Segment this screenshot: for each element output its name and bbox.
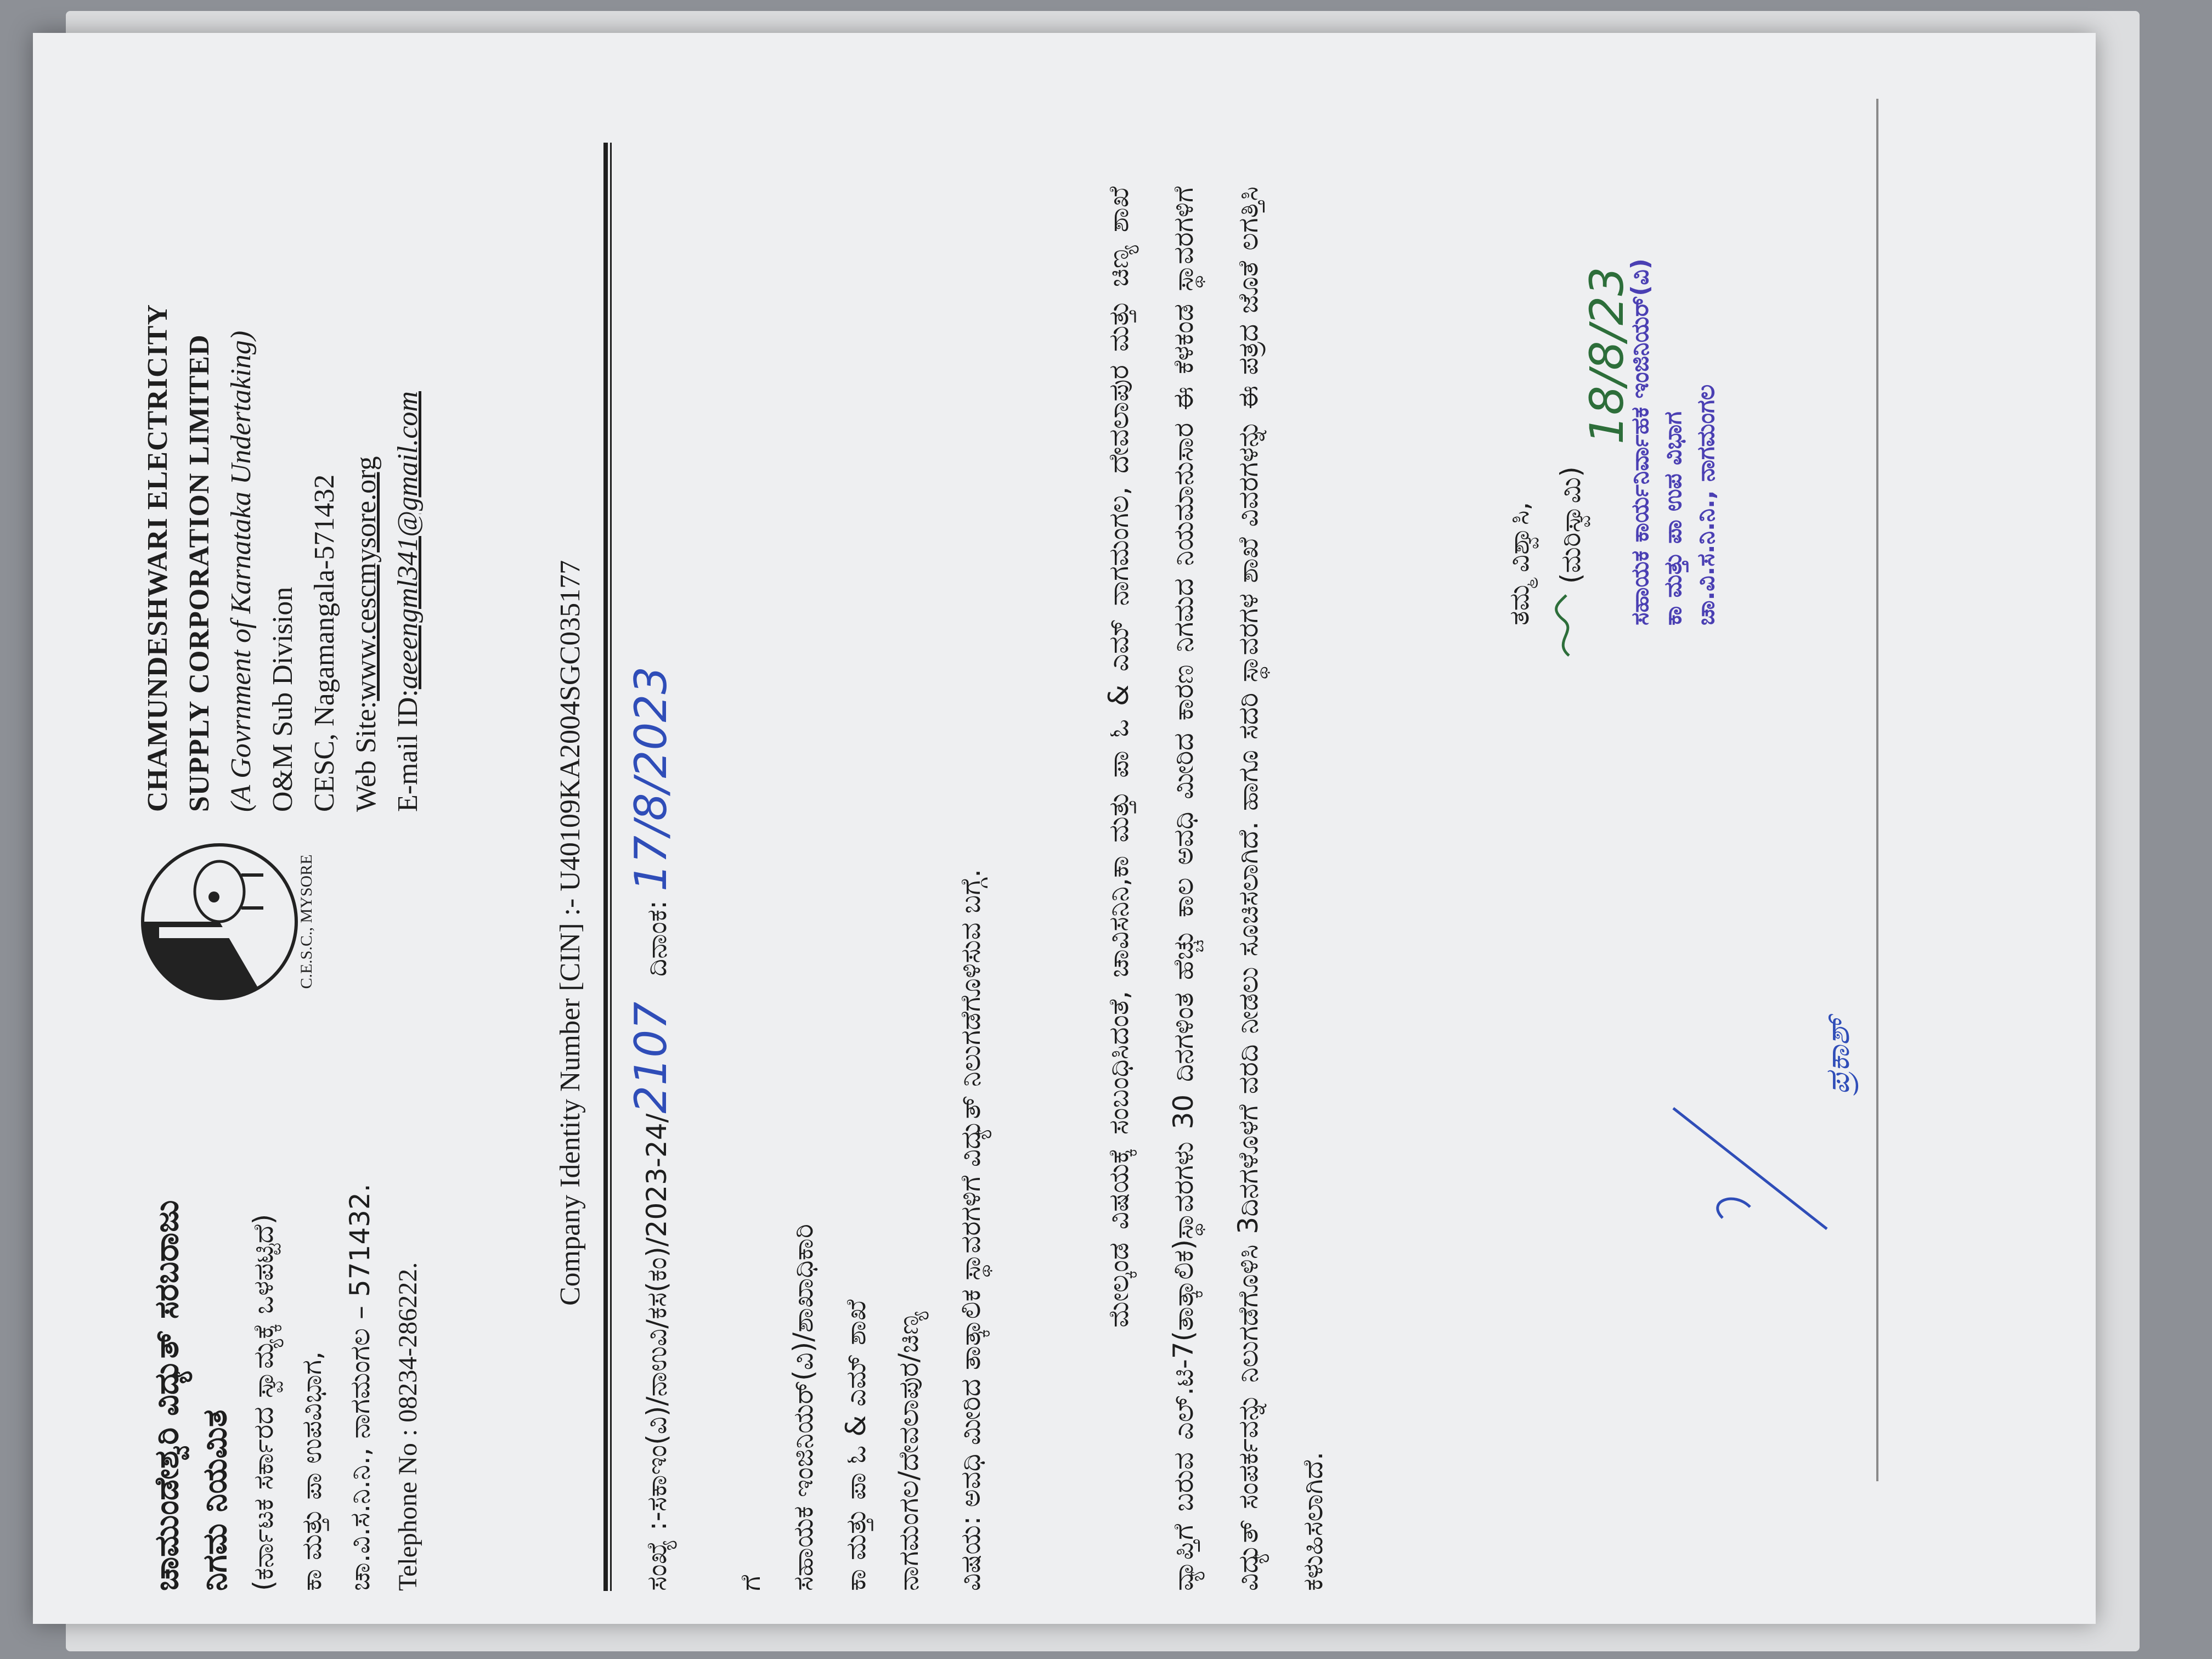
reference-number: 2107 xyxy=(625,1002,676,1114)
header-rule-thick xyxy=(603,143,608,1591)
signature-date: 18/8/23 xyxy=(1580,267,1634,444)
division-kn: ಕಾ ಮತ್ತು ಪಾ ಉಪವಿಭಾಗ, xyxy=(296,1351,328,1591)
kannada-header xyxy=(143,1183,432,1591)
location-en: CESC, Nagamangala-571432 xyxy=(309,474,340,812)
recipient-line1: ಸಹಾಯಕ ಇಂಜಿನಿಯರ್(ವಿ)/ಶಾಖಾಧಿಕಾರಿ xyxy=(787,1223,819,1591)
letter-sheet xyxy=(33,33,2096,1624)
govt-note-en: (A Govrnment of Karnataka Undertaking) xyxy=(225,330,257,812)
recipient-salutation: ಗೆ xyxy=(735,1575,766,1591)
signature-icon xyxy=(1547,592,1580,658)
stamp-line1: ಸಹಾಯಕ ಕಾರ್ಯನಿರ್ವಾಹಕ ಇಂಜಿನಿಯರ್(ವಿ) xyxy=(1626,258,1654,625)
logo-caption: C.E.S.C., MYSORE xyxy=(297,854,315,989)
recipient-line2: ಕಾ ಮತ್ತು ಪಾ ಓ & ಎಮ್ ಶಾಖೆ xyxy=(840,1299,872,1591)
org-name-en-line1: CHAMUNDESHWARI ELECTRICITY xyxy=(142,303,173,812)
margin-note xyxy=(1662,1017,1857,1240)
cesc-emblem-icon xyxy=(137,839,315,1004)
reference-prefix: ಸಂಖ್ಯೆ :-ಸಕಾಇಂ(ವಿ)/ನಾಉವಿ/ಕಸ(ಕಂ)/2023-24/ xyxy=(641,1113,673,1591)
website-link[interactable]: www.cescmysore.org xyxy=(351,456,382,701)
govt-note-kn: (ಕರ್ನಾಟಕ ಸರ್ಕಾರದ ಸ್ವಾಮ್ಯಕ್ಕೆ ಒಳಪಟ್ಟಿದೆ) xyxy=(247,1214,279,1591)
reference-date: 17/8/2023 xyxy=(625,666,676,891)
header-rule-thin xyxy=(610,143,612,1591)
stamp-line3: ಚಾ.ವಿ.ಸ.ನಿ.ನಿ., ನಾಗಮಂಗಲ xyxy=(1692,384,1720,625)
website-line: Web Site:www.cescmysore.org xyxy=(351,456,382,812)
stamp-line2: ಕಾ ಮತ್ತು ಪಾ ಉಪ ವಿಭಾಗ xyxy=(1659,411,1687,625)
recipient-line3: ನಾಗಮಂಗಲ/ದೇವಲಾಪುರ/ಚಿಣ್ಯ xyxy=(893,1311,924,1591)
body-paragraph: ಮೇಲ್ಕಂಡ ವಿಷಯಕ್ಕೆ ಸಂಬಂಧಿಸಿದಂತೆ, ಚಾವಿಸನಿನಿ,ಕಾ ಮತ್ತು ಪಾ ಓ & ಎಮ್ ನಾಗಮಂಗಲ, ದೇವಲಾಪುರ ಮತ್ತು ಚಿಣ್ಯ ಶಾಖೆ ವ್ಯಾಪ್ತಿಗೆ ಬರುವ ಎಲ್.ಟಿ-7(ತಾತ್ಕಾಲಿಕ)ಸ್ಥಾವರಗಳು 30 ದಿನಗಳಿಂತ ಹೆಚ್ಚು ಕಾಲ ಅವಧಿ ಮೀರಿದ ಕಾರಣ ನಿಗಮದ ನಿಯಮಾನುಸಾರ ಈ ಕೆಳಕಂಡ ಸ್ಥಾವರಗಳಿಗೆ ವಿದ್ಯುತ್ ಸಂಪರ್ಕವನ್ನು ನಿಲುಗಡೆಗೊಳಿಸಿ 3ದಿನಗಳೊಳಗೆ ವರದಿ ನೀಡಲು ಸೂಚಿಸಲಾಗಿದೆ. ಹಾಗೂ ಸದರಿ ಸ್ಥಾವರಗಳ ಶಾಖೆ ವಿವರಗಳನ್ನು ಈ ಪತ್ರದ ಜೊತೆ ಲಗತ್ತಿಸಿ ಕಳುಹಿಸಲಾಗಿದೆ. xyxy=(1103,187,1329,1591)
org-name-en-line2: SUPPLY CORPORATION LIMITED xyxy=(184,334,215,812)
org-name-kn-line1: ಚಾಮುಂಡೇಶ್ವರಿ ವಿದ್ಯುತ್ ಸರಬರಾಜು xyxy=(148,1200,186,1591)
org-name-kn-line2: ನಿಗಮ ನಿಯಮಿತ xyxy=(196,1409,234,1591)
signature-block xyxy=(1547,466,1587,658)
email-link[interactable]: aeeengml341@gmail.com xyxy=(392,391,424,690)
signatory-name: (ಮರಿಸ್ವಾಮಿ) xyxy=(1555,466,1587,584)
recipient-block xyxy=(724,1224,935,1591)
email-line: E-mail ID:aeeengml341@gmail.com xyxy=(392,391,424,812)
english-header xyxy=(137,304,429,812)
check-mark-icon xyxy=(1662,1097,1849,1240)
telephone-number: Telephone No : 08234-286222. xyxy=(393,1262,422,1591)
reference-line xyxy=(625,667,676,1591)
sub-division-en: O&M Sub Division xyxy=(267,586,298,812)
official-stamp xyxy=(1624,258,1723,625)
cin-number: U40109KA2004SGC035177 xyxy=(555,560,586,891)
address-kn: ಚಾ.ವಿ.ಸ.ನಿ.ನಿ., ನಾಗಮಂಗಲ – 571432. xyxy=(344,1183,376,1591)
subject-line: ವಿಷಯ: ಅವಧಿ ಮೀರಿದ ತಾತ್ಕಾಲಿಕ ಸ್ಥಾವರಗಳಿಗೆ ವಿದ್ಯುತ್ ನಿಲುಗಡೆಗೊಳಿಸುವ ಬಗ್ಗೆ. xyxy=(955,868,986,1591)
date-label: ದಿನಾಂಕ: xyxy=(641,900,673,977)
document-body xyxy=(99,104,2107,1624)
closing: ತಮ್ಮ ವಿಶ್ವಾಸಿ, xyxy=(1503,501,1535,625)
margin-initials: ಪ್ರಕಾಶ್ xyxy=(1819,1017,1857,1094)
cin-line: Company Identity Number [CIN] :- U40109KA2004SGC035177 xyxy=(555,560,586,1306)
